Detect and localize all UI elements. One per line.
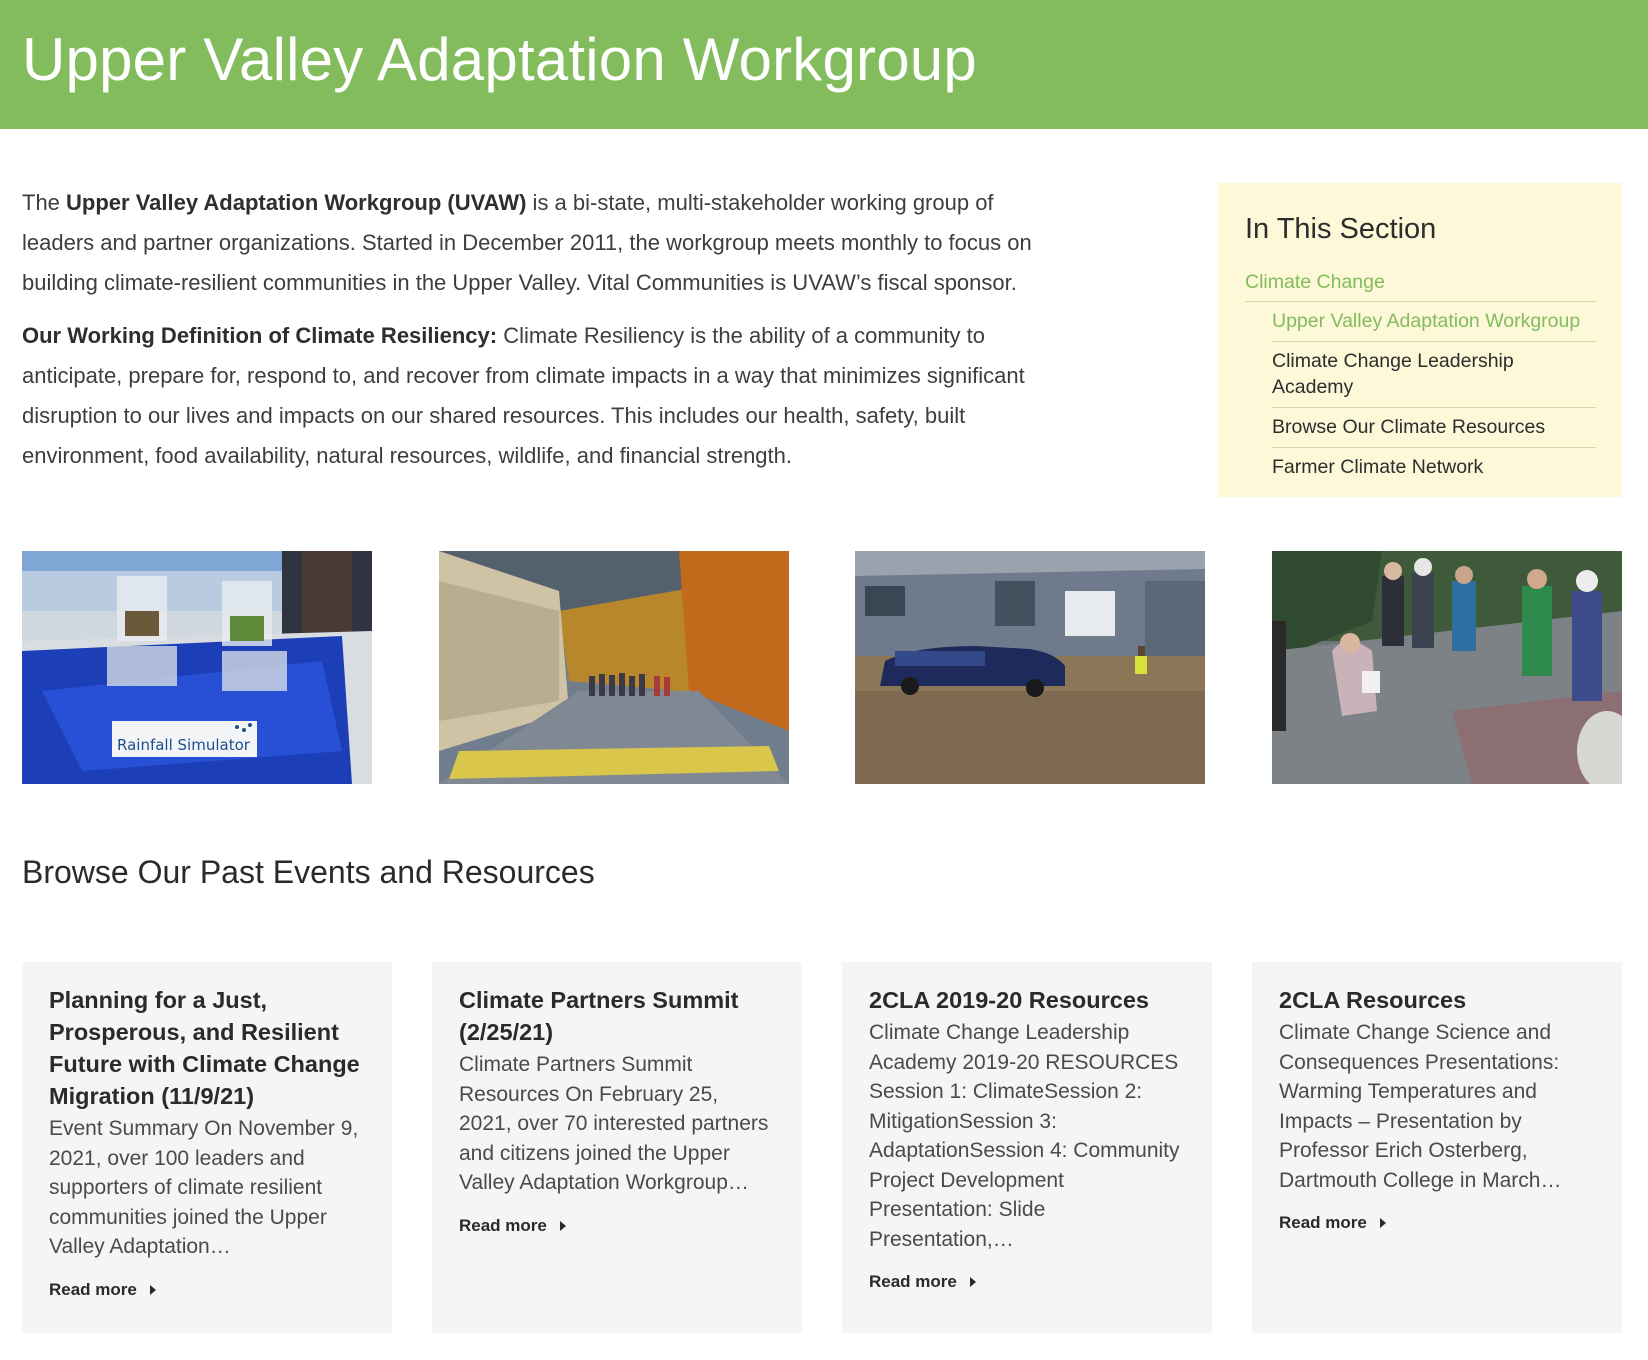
autumn-walk-image	[439, 551, 789, 784]
photo-group-outdoors	[1272, 551, 1622, 784]
sidebar-link-climate-resources[interactable]: Browse Our Climate Resources	[1272, 408, 1596, 448]
card-excerpt: Climate Change Science and Consequences Presentations: Warming Temperatures and Impacts – Presentation by Professor Erich Osterberg, Dartmouth College in March…	[1279, 1021, 1562, 1192]
group-outdoors-image	[1272, 551, 1622, 784]
sidebar-list	[1272, 302, 1596, 487]
flooded-parking-image	[855, 551, 1205, 784]
card-excerpt: Climate Partners Summit Resources On February 25, 2021, over 70 interested partners and citizens joined the Upper Valley Adaptation Workgroup…	[459, 1053, 769, 1194]
intro-paragraph-1	[22, 183, 1062, 303]
read-more-link[interactable]	[459, 1216, 566, 1236]
resiliency-definition-label: Our Working Definition of Climate Resiliency:	[22, 323, 498, 348]
photo-autumn-walk	[439, 551, 789, 784]
rainfall-simulator-image	[22, 551, 372, 784]
site-banner	[0, 0, 1648, 129]
caret-right-icon	[970, 1277, 976, 1287]
browse-section-title: Browse Our Past Events and Resources	[22, 854, 595, 890]
read-more-link[interactable]	[1279, 1213, 1386, 1233]
card-title[interactable]: 2CLA Resources	[1279, 987, 1467, 1013]
intro-text	[22, 183, 1062, 489]
resource-card	[432, 962, 802, 1333]
rainfall-simulator-sign: Rainfall Simulator	[117, 736, 250, 754]
sidebar-link-uvaw[interactable]: Upper Valley Adaptation Workgroup	[1272, 302, 1596, 342]
in-this-section-sidebar	[1218, 183, 1622, 497]
resource-card	[22, 962, 392, 1333]
caret-right-icon	[560, 1221, 566, 1231]
read-more-label: Read more	[459, 1215, 547, 1235]
resiliency-definition-body: Climate Resiliency is the ability of a community to anticipate, prepare for, respond to, and recover from climate impacts in a way that minimizes significant disruption to our lives and impacts on our shared resources. This includes our health, safety, built environment, food availability, natural resources, wildlife, and financial strength.	[22, 323, 1025, 468]
sidebar-link-leadership-academy[interactable]: Climate Change Leadership Academy	[1272, 342, 1596, 408]
read-more-label: Read more	[1279, 1213, 1367, 1232]
resource-card	[1252, 962, 1622, 1333]
resource-card	[842, 962, 1212, 1333]
intro-paragraph-2	[22, 316, 1062, 476]
page-title: Upper Valley Adaptation Workgroup	[22, 26, 977, 93]
intro-lead: The	[22, 190, 67, 215]
card-title[interactable]: 2CLA 2019-20 Resources	[869, 987, 1149, 1013]
card-excerpt: Climate Change Leadership Academy 2019-20 RESOURCES Session 1: ClimateSession 2: MitigationSession 3: AdaptationSession 4: Community Project Development Presentation: Slide Presentation,…	[869, 1021, 1180, 1251]
card-title[interactable]: Climate Partners Summit (2/25/21)	[459, 987, 739, 1045]
intro-body: is a bi-state, multi-stakeholder working group of leaders and partner organizations. Started in December 2011, the workgroup meets monthly to focus on building climate-resilient communities in the Upper Valley. Vital Communities is UVAW’s fiscal sponsor.	[22, 190, 1032, 295]
read-more-link[interactable]	[49, 1280, 156, 1300]
card-excerpt: Event Summary On November 9, 2021, over 100 leaders and supporters of climate resilient communities joined the Upper Valley Adaptation…	[49, 1117, 359, 1258]
read-more-label: Read more	[49, 1279, 137, 1299]
read-more-link[interactable]	[869, 1272, 976, 1292]
card-title[interactable]: Planning for a Just, Prosperous, and Resilient Future with Climate Change Migration (11/9/21)	[49, 987, 360, 1109]
caret-right-icon	[150, 1285, 156, 1295]
photo-rainfall-simulator	[22, 551, 372, 784]
intro-org-name: Upper Valley Adaptation Workgroup (UVAW)	[66, 190, 527, 215]
read-more-label: Read more	[869, 1272, 957, 1291]
sidebar-link-climate-change[interactable]: Climate Change	[1245, 269, 1596, 302]
caret-right-icon	[1380, 1218, 1386, 1228]
photo-flooded-parking	[855, 551, 1205, 784]
sidebar-link-farmer-network[interactable]: Farmer Climate Network	[1272, 456, 1484, 478]
sidebar-title: In This Section	[1245, 213, 1437, 245]
